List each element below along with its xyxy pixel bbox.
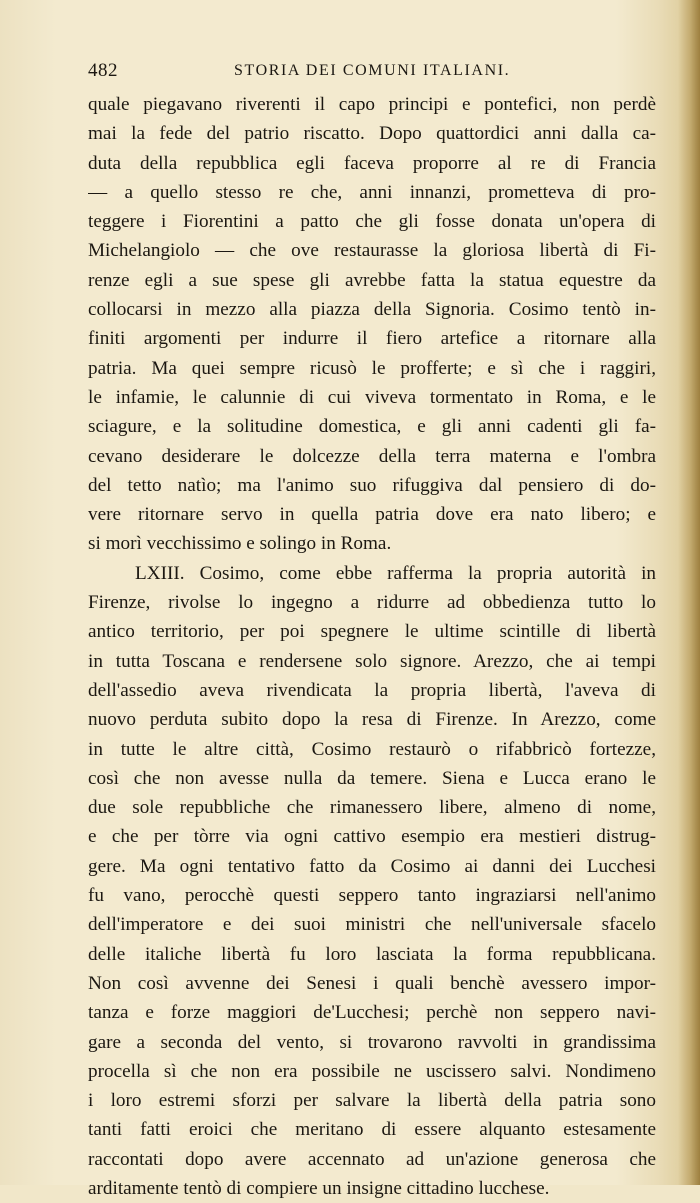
text-line: collocarsi in mezzo alla piazza della Signoria. Cosimo tentò in- <box>88 299 656 321</box>
text-line: i loro estremi sforzi per salvare la libertà della patria sono <box>88 1090 656 1112</box>
text-line: quale piegavano riverenti il capo principi e pontefici, non perdè <box>88 94 656 115</box>
text-line: renze egli a sue spese gli avrebbe fatta la statua equestre da <box>88 269 656 291</box>
text-line: sciagure, e la solitudine domestica, e gli anni cadenti gli fa- <box>88 416 656 438</box>
page-edge-shadow <box>678 0 700 1185</box>
text-line: Non così avvenne dei Senesi i quali benchè avessero impor- <box>88 972 656 994</box>
text-line: fu vano, perocchè questi seppero tanto ingraziarsi nell'animo <box>88 885 656 907</box>
text-line: cevano desiderare le dolcezze della terra materna e l'ombra <box>88 445 656 467</box>
text-line: teggere i Fiorentini a patto che gli fosse donata un'opera di <box>88 211 656 233</box>
text-line: tanti fatti eroici che meritano di essere alquanto estesamente <box>88 1119 656 1141</box>
text-line: antico territorio, per poi spegnere le ultime scintille di libertà <box>88 621 656 643</box>
text-line: dell'assedio aveva rivendicata la propria libertà, l'aveva di <box>88 679 656 701</box>
text-line: raccontati dopo avere accennato ad un'azione generosa che <box>88 1148 656 1170</box>
page-number: 482 <box>88 60 118 81</box>
text-line: in tutta Toscana e rendersene solo signore. Arezzo, che ai tempi <box>88 650 656 672</box>
text-line: Michelangiolo — che ove restaurasse la gloriosa libertà di Fi- <box>88 240 656 262</box>
text-line: nuovo perduta subito dopo la resa di Firenze. In Arezzo, come <box>88 709 656 731</box>
text-line: due sole repubbliche che rimanessero libere, almeno di nome, <box>88 797 656 819</box>
text-line: patria. Ma quei sempre ricusò le profferte; e sì che i raggiri, <box>88 357 656 379</box>
text-line: gare a seconda del vento, si trovarono ravvolti in grandissima <box>88 1031 656 1053</box>
page-header <box>88 60 656 88</box>
text-line: dell'imperatore e dei suoi ministri che nell'universale sfacelo <box>88 914 656 936</box>
text-line: e che per tòrre via ogni cattivo esempio era mestieri distrug- <box>88 826 656 848</box>
text-line: tanza e forze maggiori de'Lucchesi; perchè non seppero navi- <box>88 1002 656 1024</box>
text-line: le infamie, le calunnie di cui viveva tormentato in Roma, e le <box>88 386 656 408</box>
paragraph-end-line: arditamente tentò di compiere un insigne cittadino lucchese. <box>88 1177 550 1199</box>
text-line: Firenze, rivolse lo ingegno a ridurre ad obbedienza tutto lo <box>88 592 656 614</box>
text-line: delle italiche libertà fu loro lasciata la forma repubblicana. <box>88 943 656 965</box>
body-text <box>88 90 656 1203</box>
text-line: mai la fede del patrio riscatto. Dopo quattordici anni dalla ca- <box>88 123 656 145</box>
text-line: duta della repubblica egli faceva proporre al re di Francia <box>88 152 656 174</box>
text-line: vere ritornare servo in quella patria dove era nato libero; e <box>88 504 656 526</box>
text-line: — a quello stesso re che, anni innanzi, prometteva di pro- <box>88 181 656 203</box>
text-line: del tetto natìo; ma l'animo suo rifuggiva dal pensiero di do- <box>88 474 656 496</box>
text-line: finiti argomenti per indurre il fiero artefice a ritornare alla <box>88 328 656 350</box>
text-line: in tutte le altre città, Cosimo restaurò o rifabbricò fortezze, <box>88 738 656 760</box>
text-line: procella sì che non era possibile ne uscissero salvi. Nondimeno <box>88 1060 656 1082</box>
text-line: gere. Ma ogni tentativo fatto da Cosimo ai danni dei Lucchesi <box>88 855 656 877</box>
section-start-line: LXIII. Cosimo, come ebbe rafferma la propria autorità in <box>135 562 656 584</box>
paragraph-end-line: si morì vecchissimo e solingo in Roma. <box>88 533 392 555</box>
text-line: così che non avesse nulla da temere. Siena e Lucca erano le <box>88 767 656 789</box>
running-title: STORIA DEI COMUNI ITALIANI. <box>234 62 511 79</box>
